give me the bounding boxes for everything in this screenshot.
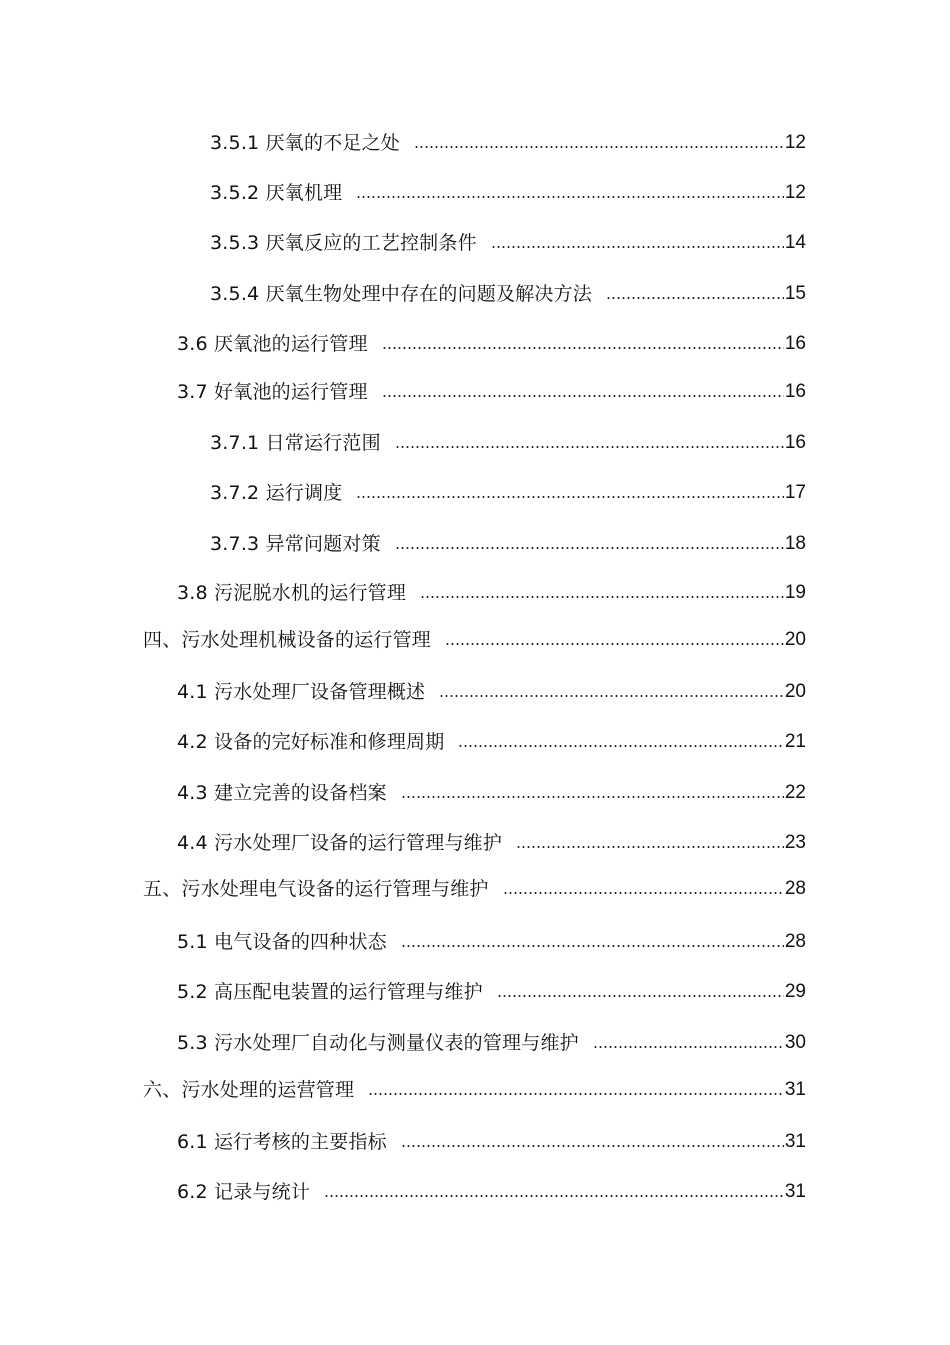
toc-entry-3-5-4[interactable] [210, 279, 806, 309]
dot-leader [356, 196, 783, 198]
toc-entry-3-5-1[interactable] [210, 128, 806, 158]
dot-leader [368, 1093, 784, 1095]
dot-leader [401, 1145, 784, 1147]
toc-entry-3-6[interactable] [177, 329, 806, 359]
dot-leader [503, 892, 784, 894]
toc-entry-label: 3.7.2 运行调度 [210, 482, 343, 504]
toc-entry-label: 六、污水处理的运营管理 [143, 1079, 355, 1101]
toc-entry-label: 5.1 电气设备的四种状态 [177, 931, 387, 953]
toc-entry-6-2[interactable] [177, 1177, 806, 1207]
toc-entry-chapter-4[interactable] [143, 625, 806, 655]
toc-entry-label: 4.4 污水处理厂设备的运行管理与维护 [177, 832, 503, 854]
toc-entry-label: 3.5.4 厌氧生物处理中存在的问题及解决方法 [210, 283, 592, 305]
dot-leader [439, 695, 784, 697]
toc-entry-page-number: 14 [784, 232, 806, 253]
toc-entry-3-5-3[interactable] [210, 228, 806, 258]
toc-entry-page-number: 23 [784, 832, 806, 853]
toc-entry-label: 3.5.2 厌氧机理 [210, 182, 343, 204]
toc-entry-label: 5.2 高压配电装置的运行管理与维护 [177, 981, 483, 1003]
toc-entry-page-number: 16 [784, 381, 806, 402]
dot-leader [324, 1195, 784, 1197]
toc-entry-label: 3.7 好氧池的运行管理 [177, 381, 368, 403]
toc-entry-label: 5.3 污水处理厂自动化与测量仪表的管理与维护 [177, 1032, 579, 1054]
toc-entry-label: 3.5.3 厌氧反应的工艺控制条件 [210, 232, 477, 254]
toc-entry-label: 3.5.1 厌氧的不足之处 [210, 132, 400, 154]
toc-entry-page-number: 18 [784, 533, 806, 554]
toc-entry-label: 4.3 建立完善的设备档案 [177, 782, 387, 804]
dot-leader [414, 146, 784, 148]
dot-leader [420, 596, 784, 598]
toc-entry-chapter-5[interactable] [143, 874, 806, 904]
toc-entry-page-number: 12 [784, 132, 806, 153]
dot-leader [382, 347, 784, 349]
toc-entry-page-number: 29 [784, 981, 806, 1002]
dot-leader [516, 846, 784, 848]
toc-entry-3-8[interactable] [177, 578, 806, 608]
toc-entry-4-1[interactable] [177, 677, 806, 707]
dot-leader [401, 796, 784, 798]
dot-leader [395, 547, 784, 549]
toc-entry-5-3[interactable] [177, 1028, 806, 1058]
dot-leader [606, 297, 784, 299]
toc-entry-4-2[interactable] [177, 727, 806, 757]
toc-entry-page-number: 31 [784, 1131, 806, 1152]
toc-entry-label: 3.8 污泥脱水机的运行管理 [177, 582, 407, 604]
toc-entry-label: 3.7.1 日常运行范围 [210, 432, 381, 454]
toc-entry-page-number: 16 [784, 333, 806, 354]
toc-entry-page-number: 31 [784, 1079, 806, 1100]
toc-entry-label: 四、污水处理机械设备的运行管理 [143, 629, 432, 651]
dot-leader [491, 246, 784, 248]
toc-entry-chapter-6[interactable] [143, 1075, 806, 1105]
dot-leader [401, 945, 784, 947]
toc-entry-label: 3.6 厌氧池的运行管理 [177, 333, 368, 355]
toc-entry-page-number: 28 [784, 931, 806, 952]
toc-entry-page-number: 31 [784, 1181, 806, 1202]
toc-entry-4-3[interactable] [177, 778, 806, 808]
toc-entry-page-number: 15 [784, 283, 806, 304]
toc-entry-4-4[interactable] [177, 828, 806, 858]
toc-entry-5-1[interactable] [177, 927, 806, 957]
toc-entry-page-number: 20 [784, 629, 806, 650]
dot-leader [356, 496, 783, 498]
toc-entry-page-number: 20 [784, 681, 806, 702]
dot-leader [445, 643, 784, 645]
toc-entry-label: 3.7.3 异常问题对策 [210, 533, 381, 555]
toc-entry-6-1[interactable] [177, 1127, 806, 1157]
toc-entry-3-7-1[interactable] [210, 428, 806, 458]
toc-entry-page-number: 19 [784, 582, 806, 603]
toc-entry-page-number: 12 [784, 182, 806, 203]
toc-entry-label: 4.2 设备的完好标准和修理周期 [177, 731, 445, 753]
toc-entry-label: 6.1 运行考核的主要指标 [177, 1131, 387, 1153]
toc-entry-label: 6.2 记录与统计 [177, 1181, 311, 1203]
toc-entry-3-7[interactable] [177, 377, 806, 407]
toc-entry-page-number: 17 [784, 482, 806, 503]
toc-entry-5-2[interactable] [177, 977, 806, 1007]
toc-entry-page-number: 22 [784, 782, 806, 803]
dot-leader [593, 1046, 784, 1048]
toc-entry-3-7-3[interactable] [210, 529, 806, 559]
toc-entry-label: 五、污水处理电气设备的运行管理与维护 [143, 878, 489, 900]
dot-leader [458, 745, 783, 747]
toc-entry-3-5-2[interactable] [210, 178, 806, 208]
toc-entry-page-number: 21 [784, 731, 806, 752]
toc-entry-label: 4.1 污水处理厂设备管理概述 [177, 681, 426, 703]
toc-entry-page-number: 16 [784, 432, 806, 453]
dot-leader [395, 446, 784, 448]
dot-leader [382, 395, 784, 397]
toc-entry-3-7-2[interactable] [210, 478, 806, 508]
toc-entry-page-number: 28 [784, 878, 806, 899]
toc-entry-page-number: 30 [784, 1032, 806, 1053]
dot-leader [497, 995, 784, 997]
